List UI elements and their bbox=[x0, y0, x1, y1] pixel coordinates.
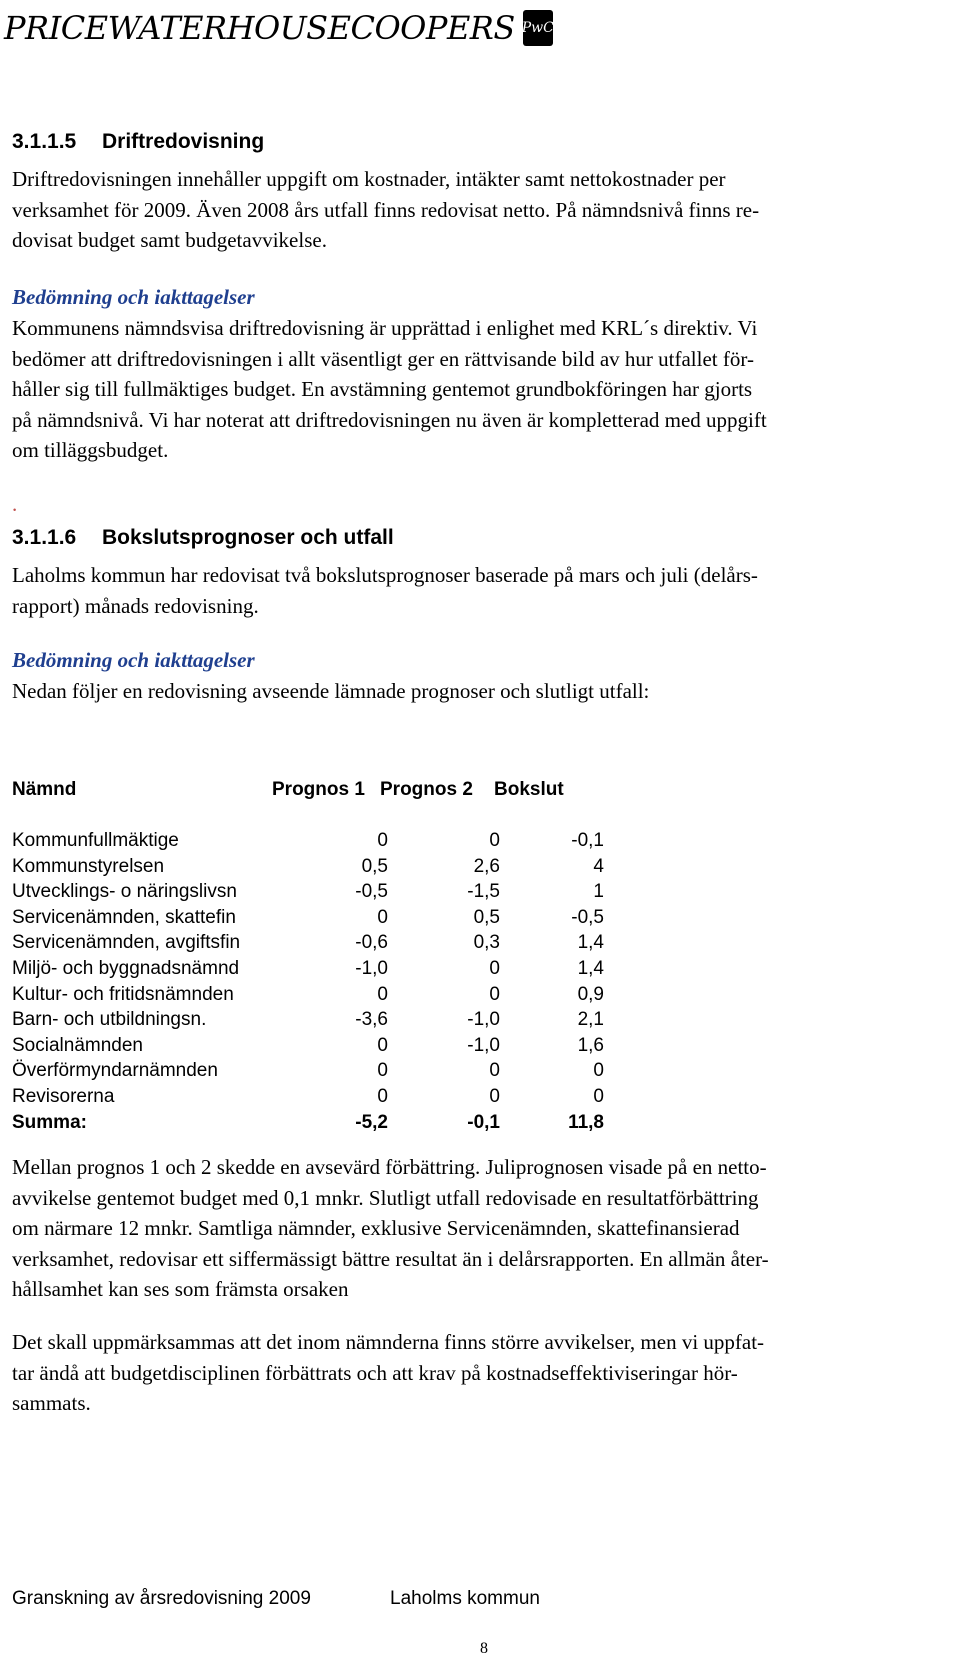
cell-bokslut: 0 bbox=[593, 1086, 604, 1107]
text-line: hållsamhet kan ses som främsta orsaken bbox=[12, 1277, 349, 1301]
footer-right: Laholms kommun bbox=[390, 1588, 540, 1609]
cell-prognos2: 0 bbox=[489, 983, 500, 1005]
cell-namnd: Revisorerna bbox=[12, 1086, 115, 1107]
section1-assessment bbox=[12, 313, 942, 466]
text-line: om närmare 12 mnkr. Samtliga nämnder, exklusive Servicenämnden, skattefinansierad bbox=[12, 1216, 740, 1240]
logo-text: PRICEWATERHOUSECOOPERS bbox=[4, 9, 515, 47]
cell-prognos2: 2,6 bbox=[473, 855, 500, 877]
cell-bokslut: 1,4 bbox=[577, 932, 604, 954]
cell-prognos2: -0,1 bbox=[467, 1111, 500, 1133]
cell-prognos1: -1,0 bbox=[355, 958, 388, 979]
section-heading-bokslutsprognoser bbox=[12, 526, 394, 550]
closing-paragraph-1 bbox=[12, 1152, 942, 1305]
cell-prognos2: 0 bbox=[489, 1086, 500, 1107]
cell-namnd: Servicenämnden, avgiftsfin bbox=[12, 932, 241, 954]
cell-prognos1: 0 bbox=[377, 830, 388, 851]
cell-prognos1: 0 bbox=[377, 983, 388, 1005]
text-line: håller sig till fullmäktiges budget. En avstämning gentemot grundbokföringen har gjorts bbox=[12, 377, 753, 401]
text-line: sammats. bbox=[12, 1391, 91, 1415]
text-line: om tilläggsbudget. bbox=[12, 438, 169, 462]
cell-prognos2: 0 bbox=[489, 958, 500, 979]
section1-intro bbox=[12, 164, 942, 256]
cell-namnd: Summa: bbox=[12, 1111, 87, 1133]
cell-prognos2: -1,5 bbox=[467, 881, 500, 903]
cell-prognos1: -5,2 bbox=[355, 1111, 388, 1133]
cell-prognos2: -1,0 bbox=[467, 1009, 500, 1031]
header-prognos1: Prognos 1 bbox=[272, 779, 365, 800]
cell-namnd: Utvecklings- o näringslivsn bbox=[12, 881, 237, 903]
text-line: avvikelse gentemot budget med 0,1 mnkr. Slutligt utfall redovisade en resultatförbättring bbox=[12, 1185, 759, 1210]
separator-dot: . bbox=[12, 492, 18, 516]
cell-namnd: Överförmyndarnämnden bbox=[12, 1060, 218, 1082]
cell-bokslut: -0,1 bbox=[571, 830, 604, 851]
text-line: på nämndsnivå. Vi har noterat att driftredovisningen nu även är kompletterad med uppgift bbox=[12, 407, 767, 432]
header-namnd: Nämnd bbox=[12, 779, 77, 800]
subheading-assessment: Bedömning och iakttagelser bbox=[12, 648, 255, 672]
cell-bokslut: 1 bbox=[593, 881, 604, 903]
section-title: Bokslutsprognoser och utfall bbox=[102, 526, 394, 549]
logo-badge: PwC bbox=[523, 10, 553, 46]
cell-namnd: Socialnämnden bbox=[12, 1034, 143, 1056]
footer-left: Granskning av årsredovisning 2009 bbox=[12, 1588, 311, 1609]
cell-prognos1: -0,5 bbox=[355, 881, 388, 903]
text-line: Det skall uppmärksammas att det inom nämnderna finns större avvikelser, men vi uppfat- bbox=[12, 1330, 765, 1354]
cell-prognos2: 0,5 bbox=[473, 906, 500, 928]
text-line: verksamhet, redovisar ett siffermässigt bättre resultat än i delårsrapporten. En allmän åter- bbox=[12, 1246, 769, 1271]
header-prognos2: Prognos 2 bbox=[380, 779, 473, 800]
cell-prognos2: -1,0 bbox=[467, 1034, 500, 1056]
closing-paragraph-2 bbox=[12, 1327, 942, 1419]
subheading-assessment: Bedömning och iakttagelser bbox=[12, 285, 255, 309]
cell-prognos1: 0 bbox=[377, 906, 388, 928]
section-number: 3.1.1.5 bbox=[12, 130, 77, 153]
section2-intro bbox=[12, 560, 942, 621]
cell-bokslut: -0,5 bbox=[571, 906, 604, 928]
cell-namnd: Kommunstyrelsen bbox=[12, 855, 165, 877]
cell-bokslut: 4 bbox=[593, 855, 604, 877]
text-line: dovisat budget samt budgetavvikelse. bbox=[12, 228, 327, 252]
text-line: bedömer att driftredovisningen i allt väsentligt ger en rättvisande bild av hur utfallet för- bbox=[12, 346, 754, 371]
cell-prognos1: -3,6 bbox=[355, 1009, 388, 1031]
text-line: Mellan prognos 1 och 2 skedde en avsevärd förbättring. Juliprognosen visade på en netto- bbox=[12, 1155, 767, 1179]
cell-prognos1: 0,5 bbox=[361, 855, 388, 877]
text-line: rapport) månads redovisning. bbox=[12, 593, 259, 618]
text-line: verksamhet för 2009. Även 2008 års utfall finns redovisat netto. På nämndsnivå finns re- bbox=[12, 197, 760, 222]
cell-prognos2: 0 bbox=[489, 1060, 500, 1082]
header-bokslut: Bokslut bbox=[494, 779, 564, 800]
cell-namnd: Barn- och utbildningsn. bbox=[12, 1009, 207, 1031]
cell-bokslut: 1,4 bbox=[577, 958, 604, 979]
company-logo bbox=[4, 6, 553, 50]
section-title: Driftredovisning bbox=[102, 130, 265, 153]
cell-bokslut: 0 bbox=[593, 1060, 604, 1082]
cell-namnd: Miljö- och byggnadsnämnd bbox=[12, 958, 240, 979]
text-line: Laholms kommun har redovisat två bokslutsprognoser baserade på mars och juli (delårs- bbox=[12, 563, 758, 587]
cell-prognos2: 0,3 bbox=[473, 932, 500, 954]
text-line: Nedan följer en redovisning avseende lämnade prognoser och slutligt utfall: bbox=[12, 679, 650, 703]
section-heading-driftredovisning bbox=[12, 130, 264, 154]
cell-bokslut: 0,9 bbox=[577, 983, 604, 1005]
cell-prognos1: -0,6 bbox=[355, 932, 388, 954]
cell-prognos1: 0 bbox=[377, 1034, 388, 1056]
cell-bokslut: 11,8 bbox=[568, 1111, 604, 1133]
cell-bokslut: 2,1 bbox=[577, 1009, 604, 1031]
cell-namnd: Kultur- och fritidsnämnden bbox=[12, 983, 234, 1005]
text-line: Driftredovisningen innehåller uppgift om kostnader, intäkter samt nettokostnader per bbox=[12, 167, 726, 191]
section-number: 3.1.1.6 bbox=[12, 526, 77, 549]
cell-bokslut: 1,6 bbox=[577, 1034, 604, 1056]
cell-namnd: Kommunfullmäktige bbox=[12, 830, 179, 851]
cell-prognos1: 0 bbox=[377, 1060, 388, 1082]
cell-prognos1: 0 bbox=[377, 1086, 388, 1107]
page-number: 8 bbox=[480, 1640, 488, 1657]
cell-prognos2: 0 bbox=[489, 830, 500, 851]
cell-namnd: Servicenämnden, skattefin bbox=[12, 906, 236, 928]
text-line: Kommunens nämndsvisa driftredovisning är upprättad i enlighet med KRL´s direktiv. Vi bbox=[12, 316, 758, 340]
text-line: tar ändå att budgetdisciplinen förbättrats och att krav på kostnadseffektiviseringar hör- bbox=[12, 1360, 738, 1385]
table-intro bbox=[12, 676, 942, 707]
